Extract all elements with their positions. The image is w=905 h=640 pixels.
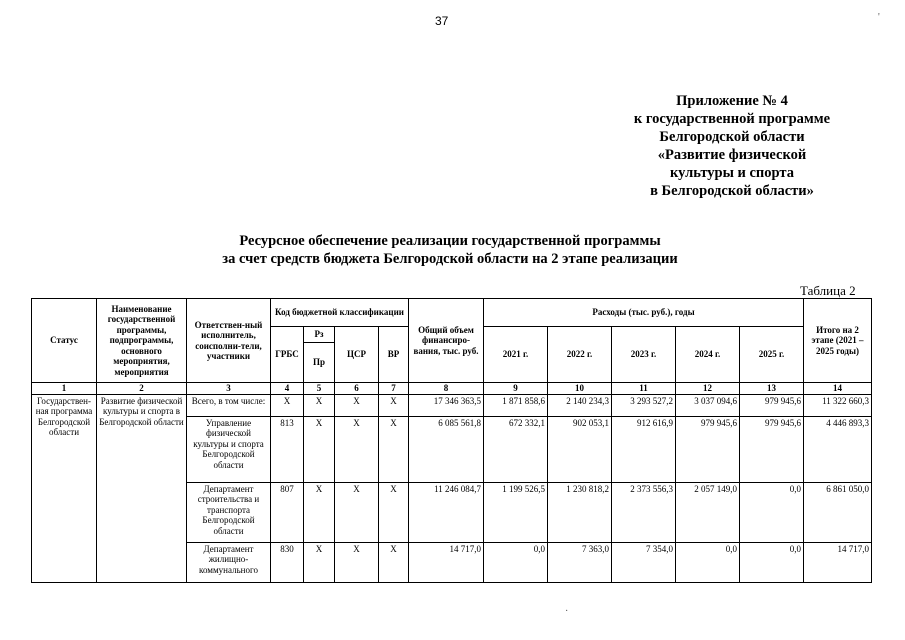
status-cell: Государствен-ная программа Белгородской области <box>32 394 97 582</box>
title-line-2: за счет средств бюджета Белгородской области на 2 этапе реализации <box>222 251 678 267</box>
appendix-line: Приложение № 4 <box>676 93 788 109</box>
total-cell: 17 346 363,5 <box>409 394 484 416</box>
column-number: 13 <box>740 383 804 395</box>
total-cell: 14 717,0 <box>409 542 484 582</box>
column-number: 2 <box>97 383 187 395</box>
header-grbs: ГРБС <box>271 327 304 383</box>
rz-cell: Х <box>304 394 335 416</box>
column-number: 3 <box>187 383 271 395</box>
header-responsible: Ответствен-ный исполнитель, соисполни-тели, участники <box>187 299 271 383</box>
y2024-cell: 3 037 094,6 <box>676 394 740 416</box>
column-number-row <box>32 383 872 395</box>
grbs-cell: 807 <box>271 482 304 542</box>
scan-mark: ' <box>878 12 880 23</box>
y2022-cell: 2 140 234,3 <box>548 394 612 416</box>
column-number: 9 <box>484 383 548 395</box>
itogo-cell: 14 717,0 <box>804 542 872 582</box>
responsible-cell: Всего, в том числе: <box>187 394 271 416</box>
header-budget-code: Код бюджетной классификации <box>271 299 409 327</box>
grbs-cell: Х <box>271 394 304 416</box>
y2021-cell: 0,0 <box>484 542 548 582</box>
header-2021: 2021 г. <box>484 327 548 383</box>
y2021-cell: 1 199 526,5 <box>484 482 548 542</box>
column-number: 5 <box>304 383 335 395</box>
y2021-cell: 672 332,1 <box>484 416 548 482</box>
y2024-cell: 0,0 <box>676 542 740 582</box>
column-number: 7 <box>379 383 409 395</box>
header-expenses: Расходы (тыс. руб.), годы <box>484 299 804 327</box>
responsible-cell: Управление физической культуры и спорта Белгородской области <box>187 416 271 482</box>
page-number: 37 <box>435 14 449 28</box>
vr-cell: Х <box>379 416 409 482</box>
header-csr: ЦСР <box>335 327 379 383</box>
scan-mark: · <box>565 606 569 617</box>
appendix-line: к государственной программе <box>633 111 831 127</box>
y2022-cell: 7 363,0 <box>548 542 612 582</box>
csr-cell: Х <box>335 394 379 416</box>
appendix-line: «Развитие физической <box>657 147 807 163</box>
csr-cell: Х <box>335 482 379 542</box>
y2024-cell: 2 057 149,0 <box>676 482 740 542</box>
resource-table-wrapper <box>31 298 872 583</box>
rz-cell: Х <box>304 482 335 542</box>
total-cell: 6 085 561,8 <box>409 416 484 482</box>
y2024-cell: 979 945,6 <box>676 416 740 482</box>
header-2022: 2022 г. <box>548 327 612 383</box>
rz-cell: Х <box>304 416 335 482</box>
header-total: Общий объем финансиро-вания, тыс. руб. <box>409 299 484 383</box>
table-row <box>32 394 872 416</box>
y2025-cell: 0,0 <box>740 482 804 542</box>
grbs-cell: 813 <box>271 416 304 482</box>
column-number: 11 <box>612 383 676 395</box>
vr-cell: Х <box>379 482 409 542</box>
header-itogo: Итого на 2 этапе (2021 – 2025 годы) <box>804 299 872 383</box>
csr-cell: Х <box>335 416 379 482</box>
y2025-cell: 0,0 <box>740 542 804 582</box>
itogo-cell: 11 322 660,3 <box>804 394 872 416</box>
itogo-cell: 4 446 893,3 <box>804 416 872 482</box>
csr-cell: Х <box>335 542 379 582</box>
title-line-1: Ресурсное обеспечение реализации государственной программы <box>239 233 661 249</box>
itogo-cell: 6 861 050,0 <box>804 482 872 542</box>
vr-cell: Х <box>379 394 409 416</box>
program-name-cell: Развитие физической культуры и спорта в Белгородской области <box>97 394 187 582</box>
y2023-cell: 2 373 556,3 <box>612 482 676 542</box>
document-title <box>170 232 730 268</box>
y2023-cell: 7 354,0 <box>612 542 676 582</box>
column-number: 4 <box>271 383 304 395</box>
y2023-cell: 912 616,9 <box>612 416 676 482</box>
appendix-line: культуры и спорта <box>670 165 794 181</box>
rz-cell: Х <box>304 542 335 582</box>
resource-table <box>31 298 872 583</box>
total-cell: 11 246 084,7 <box>409 482 484 542</box>
appendix-line: в Белгородской области» <box>650 183 814 199</box>
responsible-cell: Департамент строительства и транспорта Белгородской области <box>187 482 271 542</box>
header-rz: Рз <box>304 327 335 343</box>
y2023-cell: 3 293 527,2 <box>612 394 676 416</box>
grbs-cell: 830 <box>271 542 304 582</box>
column-number: 1 <box>32 383 97 395</box>
header-vr: ВР <box>379 327 409 383</box>
appendix-line: Белгородской области <box>659 129 805 145</box>
header-pr: Пр <box>304 343 335 383</box>
appendix-block <box>600 92 864 200</box>
column-number: 10 <box>548 383 612 395</box>
y2025-cell: 979 945,6 <box>740 394 804 416</box>
header-name: Наименование государственной программы, подпрограммы, основного мероприятия, мероприятия <box>97 299 187 383</box>
column-number: 12 <box>676 383 740 395</box>
header-status: Статус <box>32 299 97 383</box>
column-number: 6 <box>335 383 379 395</box>
header-2024: 2024 г. <box>676 327 740 383</box>
y2022-cell: 902 053,1 <box>548 416 612 482</box>
table-label: Таблица 2 <box>800 283 856 298</box>
column-number: 14 <box>804 383 872 395</box>
y2025-cell: 979 945,6 <box>740 416 804 482</box>
header-2023: 2023 г. <box>612 327 676 383</box>
header-2025: 2025 г. <box>740 327 804 383</box>
y2022-cell: 1 230 818,2 <box>548 482 612 542</box>
responsible-cell: Департамент жилищно-коммунального <box>187 542 271 582</box>
column-number: 8 <box>409 383 484 395</box>
y2021-cell: 1 871 858,6 <box>484 394 548 416</box>
vr-cell: Х <box>379 542 409 582</box>
